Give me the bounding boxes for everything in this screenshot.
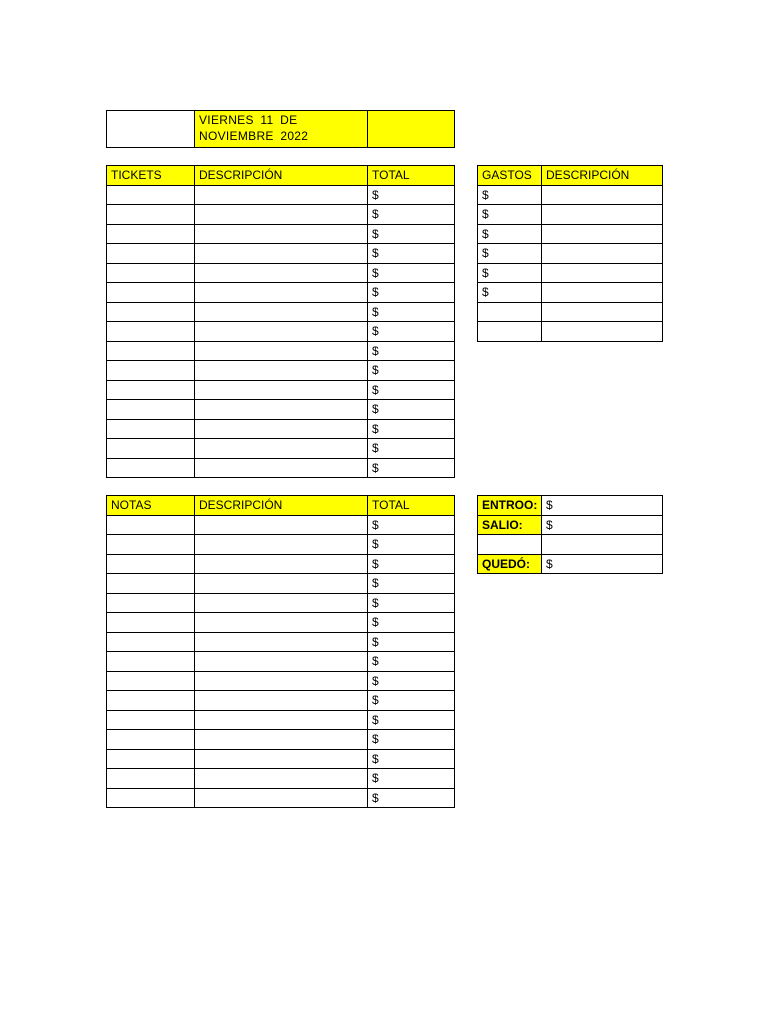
tickets-cell[interactable] [107, 322, 195, 342]
gastos-cell[interactable] [542, 205, 663, 225]
tickets-cell[interactable] [195, 283, 368, 303]
gastos-cell[interactable] [542, 263, 663, 283]
summary-value[interactable] [542, 535, 663, 555]
date-cell[interactable]: VIERNES 11 DE NOVIEMBRE 2022 [195, 111, 368, 148]
notas-header-cell: TOTAL [368, 496, 455, 516]
tickets-header-row [107, 166, 455, 186]
tickets-cell[interactable] [107, 205, 195, 225]
notas-cell[interactable] [107, 710, 195, 730]
notas-cell[interactable]: $ [368, 691, 455, 711]
gastos-cell[interactable]: $ [478, 283, 542, 303]
notas-row [107, 515, 455, 535]
tickets-cell[interactable] [107, 224, 195, 244]
gastos-cell[interactable]: $ [478, 185, 542, 205]
summary-label: QUEDÓ: [478, 554, 542, 574]
notas-row [107, 593, 455, 613]
tickets-cell[interactable]: $ [368, 322, 455, 342]
gastos-cell[interactable]: $ [478, 224, 542, 244]
notas-cell[interactable] [107, 691, 195, 711]
tickets-cell[interactable] [195, 244, 368, 264]
tickets-cell[interactable]: $ [368, 263, 455, 283]
notas-row [107, 691, 455, 711]
date-header-row [107, 111, 455, 148]
gastos-header-cell: DESCRIPCIÓN [542, 166, 663, 186]
tickets-cell[interactable] [195, 263, 368, 283]
tickets-row [107, 439, 455, 459]
notas-cell[interactable]: $ [368, 749, 455, 769]
gastos-header-cell: GASTOS [478, 166, 542, 186]
notas-row [107, 652, 455, 672]
summary-label [478, 535, 542, 555]
tickets-row [107, 341, 455, 361]
date-blank-cell[interactable] [107, 111, 195, 148]
gastos-row [478, 185, 663, 205]
notas-cell[interactable] [107, 769, 195, 789]
tickets-cell[interactable] [195, 361, 368, 381]
tickets-cell[interactable] [107, 302, 195, 322]
notas-cell[interactable] [195, 691, 368, 711]
gastos-row [478, 302, 663, 322]
tickets-cell[interactable] [107, 419, 195, 439]
tickets-cell[interactable] [195, 419, 368, 439]
tickets-row [107, 283, 455, 303]
notas-cell[interactable] [107, 788, 195, 808]
tickets-cell[interactable]: $ [368, 224, 455, 244]
tickets-header-cell: TICKETS [107, 166, 195, 186]
tickets-row [107, 322, 455, 342]
tickets-table [106, 165, 455, 478]
summary-value[interactable]: $ [542, 554, 663, 574]
notas-cell[interactable] [195, 710, 368, 730]
notas-row [107, 574, 455, 594]
tickets-cell[interactable]: $ [368, 185, 455, 205]
notas-cell[interactable] [195, 535, 368, 555]
notas-row [107, 632, 455, 652]
tickets-cell[interactable] [195, 224, 368, 244]
notas-cell[interactable] [107, 632, 195, 652]
tickets-cell[interactable]: $ [368, 439, 455, 459]
notas-cell[interactable] [195, 515, 368, 535]
notas-cell[interactable] [195, 769, 368, 789]
summary-label: ENTROO: [478, 496, 542, 516]
notas-cell[interactable] [195, 749, 368, 769]
tickets-cell[interactable] [107, 380, 195, 400]
tickets-row [107, 205, 455, 225]
notas-table [106, 495, 455, 808]
notas-header-row [107, 496, 455, 516]
tickets-cell[interactable]: $ [368, 283, 455, 303]
notas-cell[interactable]: $ [368, 574, 455, 594]
tickets-cell[interactable] [107, 361, 195, 381]
tickets-row [107, 458, 455, 478]
tickets-row [107, 224, 455, 244]
tickets-cell[interactable] [195, 302, 368, 322]
notas-cell[interactable]: $ [368, 730, 455, 750]
gastos-cell[interactable] [542, 244, 663, 264]
gastos-row [478, 224, 663, 244]
gastos-cell[interactable] [542, 224, 663, 244]
notas-row [107, 554, 455, 574]
gastos-cell[interactable]: $ [478, 244, 542, 264]
notas-cell[interactable]: $ [368, 515, 455, 535]
notas-cell[interactable] [107, 535, 195, 555]
gastos-cell[interactable] [542, 283, 663, 303]
notas-cell[interactable] [107, 652, 195, 672]
tickets-cell[interactable]: $ [368, 205, 455, 225]
summary-table [477, 495, 663, 574]
gastos-cell[interactable] [542, 185, 663, 205]
tickets-row [107, 302, 455, 322]
summary-label: SALIO: [478, 515, 542, 535]
notas-cell[interactable] [107, 749, 195, 769]
tickets-cell[interactable] [107, 283, 195, 303]
notas-cell[interactable] [195, 671, 368, 691]
tickets-cell[interactable]: $ [368, 400, 455, 420]
tickets-row [107, 263, 455, 283]
notas-cell[interactable] [195, 788, 368, 808]
tickets-row [107, 185, 455, 205]
tickets-cell[interactable] [107, 263, 195, 283]
notas-row [107, 749, 455, 769]
gastos-cell[interactable] [542, 302, 663, 322]
tickets-cell[interactable] [195, 205, 368, 225]
notas-cell[interactable] [107, 574, 195, 594]
tickets-cell[interactable] [195, 322, 368, 342]
notas-cell[interactable]: $ [368, 593, 455, 613]
notas-row [107, 788, 455, 808]
notas-cell[interactable]: $ [368, 710, 455, 730]
gastos-cell[interactable] [542, 322, 663, 342]
notas-cell[interactable]: $ [368, 554, 455, 574]
notas-row [107, 671, 455, 691]
notas-row [107, 730, 455, 750]
tickets-row [107, 380, 455, 400]
notas-cell[interactable] [195, 730, 368, 750]
gastos-row [478, 283, 663, 303]
gastos-row [478, 263, 663, 283]
notas-cell[interactable] [107, 613, 195, 633]
notas-cell[interactable] [195, 652, 368, 672]
notas-cell[interactable]: $ [368, 535, 455, 555]
notas-row [107, 710, 455, 730]
notas-row [107, 769, 455, 789]
summary-row [478, 535, 663, 555]
tickets-cell[interactable] [107, 185, 195, 205]
summary-row [478, 515, 663, 535]
notas-cell[interactable] [107, 671, 195, 691]
date-header-table [106, 110, 455, 148]
tickets-cell[interactable] [195, 439, 368, 459]
notas-cell[interactable]: $ [368, 652, 455, 672]
tickets-cell[interactable] [195, 380, 368, 400]
notas-cell[interactable] [195, 554, 368, 574]
gastos-row [478, 205, 663, 225]
gastos-table [477, 165, 663, 342]
notas-cell[interactable] [107, 593, 195, 613]
gastos-cell[interactable]: $ [478, 205, 542, 225]
tickets-row [107, 361, 455, 381]
notas-header-cell: NOTAS [107, 496, 195, 516]
tickets-row [107, 400, 455, 420]
notas-cell[interactable] [195, 613, 368, 633]
notas-header-cell: DESCRIPCIÓN [195, 496, 368, 516]
gastos-header-row [478, 166, 663, 186]
notas-cell[interactable]: $ [368, 613, 455, 633]
tickets-cell[interactable] [195, 458, 368, 478]
notas-cell[interactable]: $ [368, 632, 455, 652]
notas-cell[interactable]: $ [368, 769, 455, 789]
gastos-row [478, 244, 663, 264]
notas-row [107, 535, 455, 555]
tickets-cell[interactable] [107, 458, 195, 478]
tickets-cell[interactable]: $ [368, 244, 455, 264]
tickets-header-cell: DESCRIPCIÓN [195, 166, 368, 186]
tickets-cell[interactable] [195, 341, 368, 361]
notas-cell[interactable] [107, 730, 195, 750]
tickets-cell[interactable]: $ [368, 341, 455, 361]
summary-value[interactable]: $ [542, 515, 663, 535]
tickets-row [107, 244, 455, 264]
tickets-cell[interactable]: $ [368, 361, 455, 381]
date-extra-cell[interactable] [368, 111, 455, 148]
notas-cell[interactable] [195, 632, 368, 652]
notas-cell[interactable] [195, 574, 368, 594]
tickets-cell[interactable] [107, 341, 195, 361]
notas-cell[interactable] [195, 593, 368, 613]
gastos-cell[interactable] [478, 322, 542, 342]
tickets-cell[interactable]: $ [368, 380, 455, 400]
notas-row [107, 613, 455, 633]
notas-cell[interactable]: $ [368, 671, 455, 691]
notas-cell[interactable] [107, 515, 195, 535]
summary-row [478, 496, 663, 516]
tickets-cell[interactable] [107, 400, 195, 420]
tickets-cell[interactable] [195, 400, 368, 420]
summary-row [478, 554, 663, 574]
tickets-cell[interactable]: $ [368, 419, 455, 439]
tickets-cell[interactable] [107, 439, 195, 459]
tickets-cell[interactable] [195, 185, 368, 205]
tickets-header-cell: TOTAL [368, 166, 455, 186]
summary-value[interactable]: $ [542, 496, 663, 516]
tickets-cell[interactable]: $ [368, 302, 455, 322]
notas-cell[interactable]: $ [368, 788, 455, 808]
gastos-cell[interactable]: $ [478, 263, 542, 283]
notas-cell[interactable] [107, 554, 195, 574]
tickets-row [107, 419, 455, 439]
gastos-row [478, 322, 663, 342]
gastos-cell[interactable] [478, 302, 542, 322]
tickets-cell[interactable]: $ [368, 458, 455, 478]
tickets-cell[interactable] [107, 244, 195, 264]
